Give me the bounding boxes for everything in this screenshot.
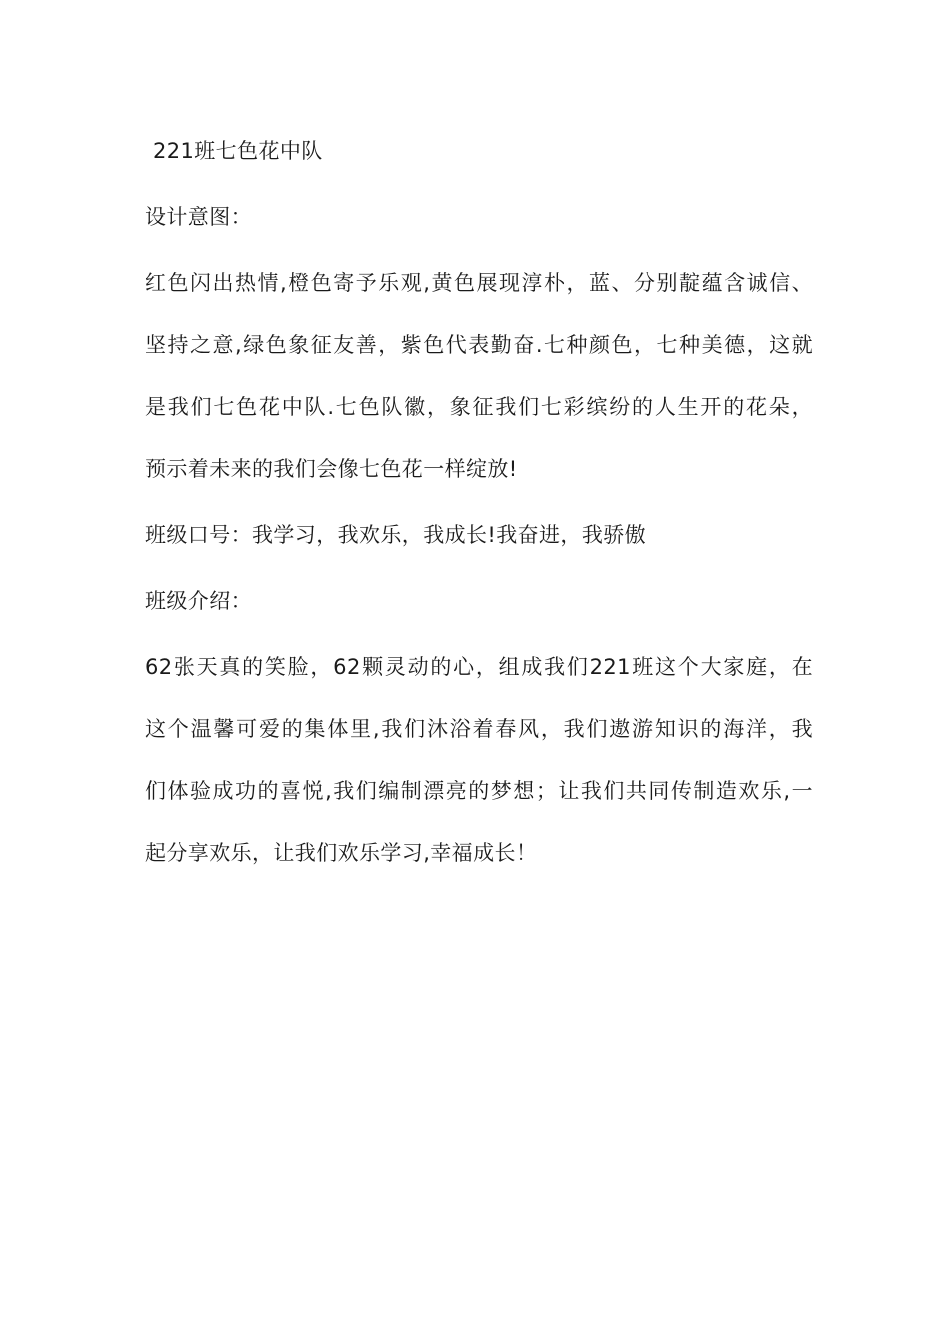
intro-paragraph bbox=[145, 656, 813, 864]
intro-line: 们体验成功的喜悦,我们编制漂亮的梦想；让我们共同传制造欢乐,一 bbox=[145, 779, 813, 803]
document-body bbox=[145, 132, 813, 864]
intro-line: 这个温馨可爱的集体里,我们沐浴着春风，我们遨游知识的海洋，我 bbox=[145, 717, 813, 741]
design-line: 预示着未来的我们会像七色花一样绽放! bbox=[145, 457, 518, 481]
design-line: 是我们七色花中队.七色队徽，象征我们七彩缤纷的人生开的花朵， bbox=[145, 395, 813, 419]
intro-heading: 班级介绍： bbox=[145, 589, 252, 613]
intro-line: 起分享欢乐，让我们欢乐学习,幸福成长！ bbox=[145, 841, 538, 865]
design-line: 红色闪出热情,橙色寄予乐观,黄色展现淳朴，蓝、分别靛蕴含诚信、 bbox=[145, 271, 813, 295]
document-title: 221班七色花中队 bbox=[153, 139, 323, 163]
design-paragraph bbox=[145, 272, 813, 480]
design-heading: 设计意图： bbox=[145, 205, 252, 229]
intro-line: 62张天真的笑脸，62颗灵动的心，组成我们221班这个大家庭，在 bbox=[145, 655, 813, 679]
class-slogan: 班级口号：我学习，我欢乐，我成长!我奋进，我骄傲 bbox=[145, 523, 647, 547]
design-line: 坚持之意,绿色象征友善，紫色代表勤奋.七种颜色，七种美德，这就 bbox=[145, 333, 813, 357]
